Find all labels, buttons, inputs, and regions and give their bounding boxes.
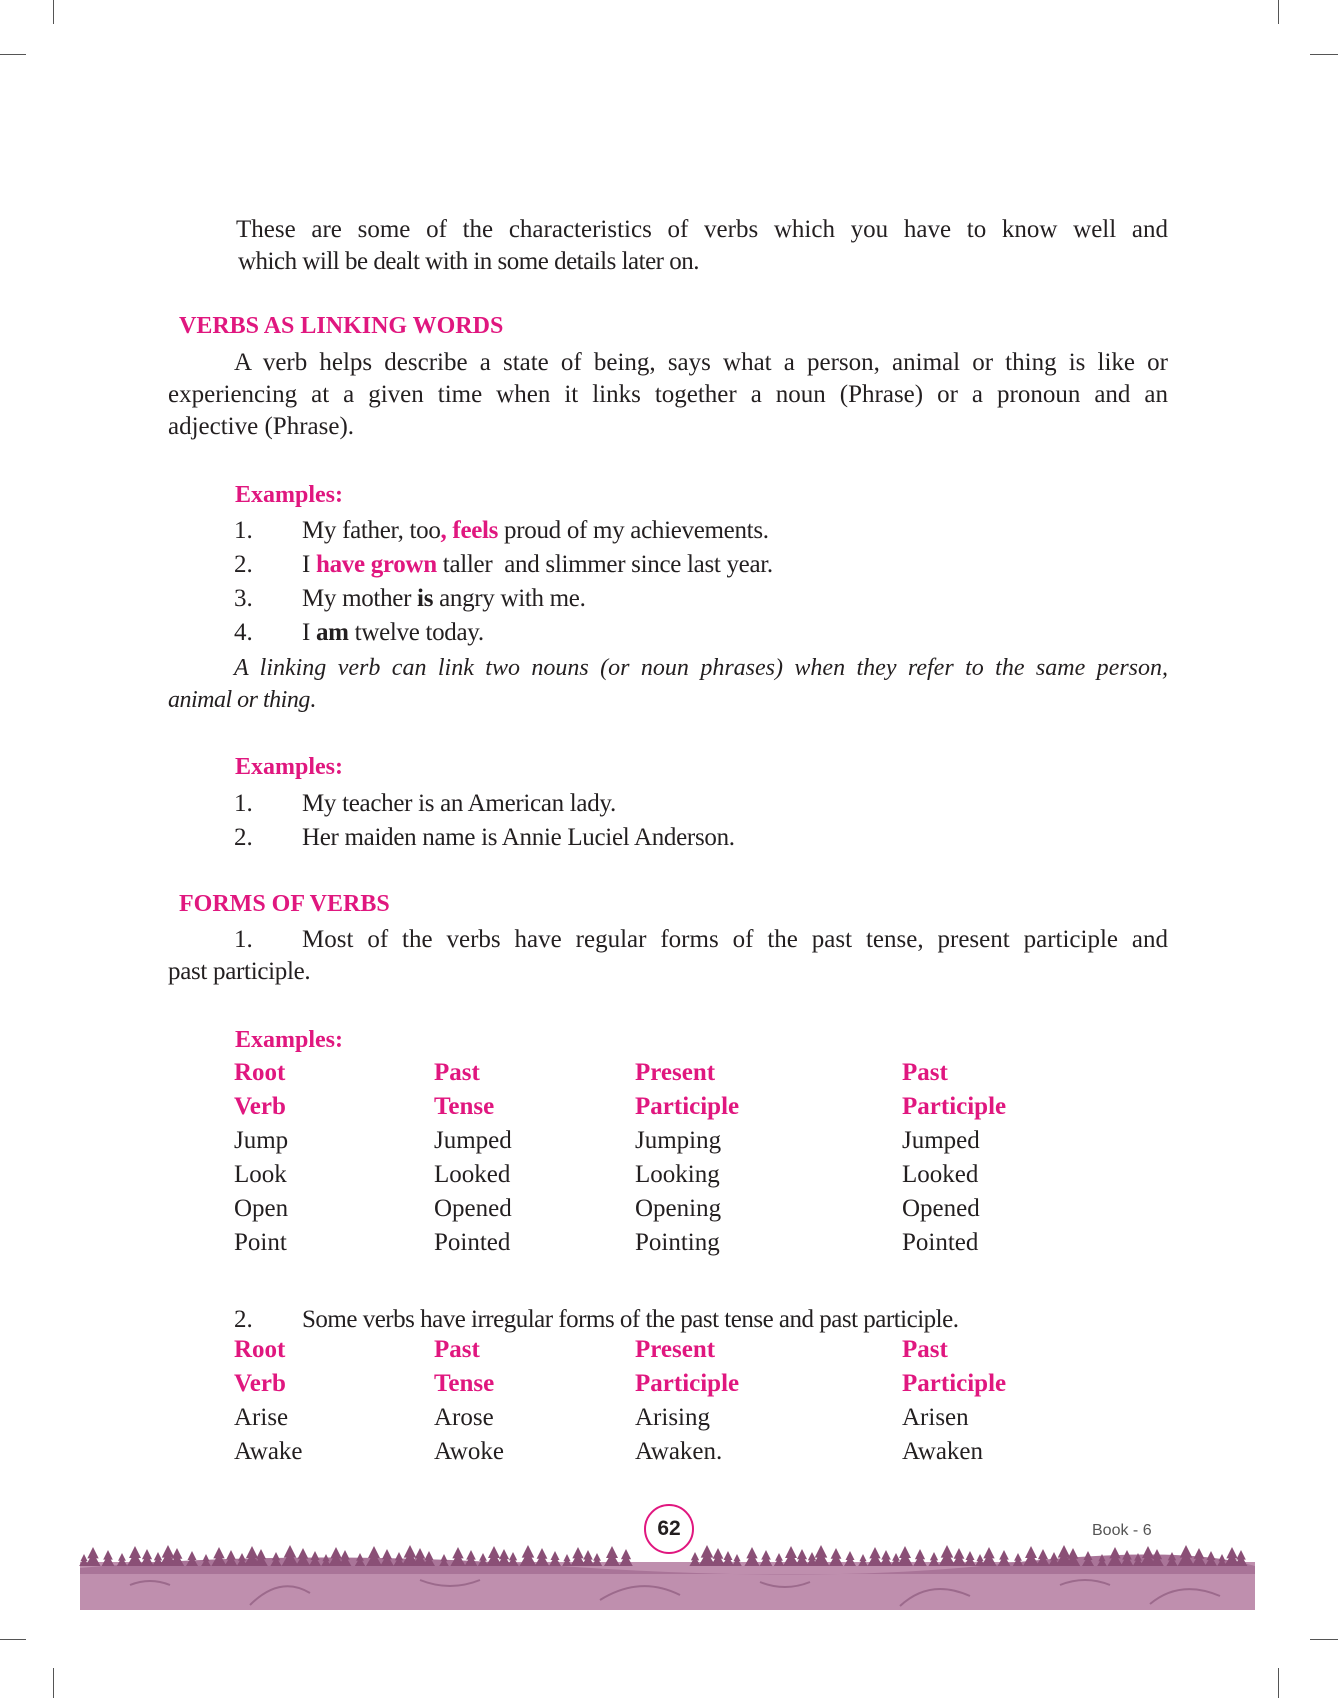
irregular-verbs-table — [234, 1336, 1134, 1472]
header-cell: Past — [902, 1336, 948, 1363]
table-row — [234, 1195, 1134, 1229]
forms-point-2-number: 2. — [234, 1306, 253, 1333]
header-cell: Verb — [234, 1093, 286, 1120]
table-cell: Opening — [635, 1195, 722, 1222]
table-header-row — [234, 1370, 1134, 1404]
table-cell: Looking — [635, 1161, 720, 1188]
forms-point-2-text: Some verbs have irregular forms of the past tense and past participle. — [302, 1306, 959, 1333]
tree-silhouette — [339, 1550, 352, 1566]
crop-mark — [53, 1668, 54, 1698]
table-cell: Looked — [902, 1161, 979, 1188]
example-text: My mother — [302, 585, 418, 612]
header-cell: Participle — [635, 1370, 740, 1397]
tree-silhouette — [699, 1545, 716, 1566]
table-cell: Awoke — [434, 1438, 504, 1465]
tree-silhouette — [140, 1549, 154, 1566]
table-cell: Looked — [434, 1161, 511, 1188]
header-cell: Tense — [434, 1093, 495, 1120]
linking-para-line-2: experiencing at a given time when it links together a noun (Phrase) or a pronoun and an — [168, 381, 1168, 408]
table-cell: Jump — [234, 1127, 289, 1154]
tree-silhouette — [321, 1554, 331, 1566]
crop-mark — [53, 0, 54, 24]
footer-hill — [80, 1554, 1255, 1574]
table-cell: Awaken — [902, 1438, 984, 1465]
tree-silhouette — [998, 1550, 1011, 1566]
footer-band — [80, 1562, 1255, 1610]
tree-silhouette — [423, 1551, 435, 1566]
tree-silhouette — [117, 1553, 127, 1566]
header-cell: Verb — [234, 1370, 286, 1397]
linking-verb-bold: am — [315, 619, 349, 646]
tree-silhouette — [1036, 1549, 1050, 1566]
tree-silhouette — [201, 1554, 211, 1566]
tree-silhouette — [913, 1549, 927, 1566]
forms-point-1-line-2: past participle. — [168, 958, 311, 985]
tree-silhouette — [795, 1549, 809, 1566]
header-cell: Participle — [902, 1370, 1007, 1397]
table-cell: Opened — [434, 1195, 512, 1222]
tree-silhouette — [939, 1545, 956, 1566]
tree-silhouette — [465, 1550, 478, 1566]
example-sentence: My teacher is an American lady. — [302, 790, 616, 817]
table-cell: Awaken. — [635, 1438, 723, 1465]
forms-point-1-line-1: Most of the verbs have regular forms of the past tense, present participle and — [302, 926, 1168, 953]
example-sentence — [302, 583, 586, 615]
tree-silhouette — [535, 1548, 549, 1566]
tree-silhouette — [1150, 1549, 1164, 1566]
tree-silhouette — [170, 1548, 184, 1566]
table-row — [234, 1404, 1134, 1438]
example-sentence — [302, 515, 769, 547]
table-cell: Open — [234, 1195, 289, 1222]
table-cell: Arise — [234, 1404, 289, 1431]
header-cell: Past — [434, 1059, 480, 1086]
example-text: angry with me. — [433, 585, 586, 612]
example-text: twelve today. — [348, 619, 484, 646]
section-heading-forms: FORMS OF VERBS — [179, 891, 390, 917]
example-text: I — [302, 551, 316, 578]
header-cell: Participle — [902, 1093, 1007, 1120]
tree-silhouette — [507, 1552, 518, 1566]
linking-verb-highlight: have grown — [315, 551, 437, 578]
tree-silhouette — [282, 1545, 299, 1566]
tree-silhouette — [829, 1548, 843, 1566]
tree-silhouette — [1140, 1546, 1156, 1566]
tree-silhouette — [604, 1546, 620, 1566]
tree-silhouette — [806, 1552, 817, 1566]
tree-silhouette — [450, 1547, 465, 1566]
example-text: My father, too — [302, 517, 441, 544]
tree-silhouette — [1082, 1551, 1094, 1566]
tree-silhouette — [1224, 1547, 1239, 1566]
linking-note-line-2 — [168, 684, 315, 716]
tree-silhouette — [244, 1546, 260, 1566]
intro-line-2: which will be dealt with in some details later on. — [238, 248, 699, 275]
tree-silhouette — [270, 1552, 281, 1566]
tree-silhouette — [897, 1546, 913, 1566]
tree-silhouette — [497, 1549, 511, 1566]
tree-silhouette — [952, 1548, 966, 1566]
example-number: 2. — [234, 551, 253, 578]
crop-mark — [0, 1639, 26, 1640]
linking-verb-highlight: , feels — [440, 517, 499, 544]
table-row — [234, 1438, 1134, 1472]
note-period: . — [309, 687, 316, 713]
book-label: Book - 6 — [1092, 1522, 1152, 1539]
tree-silhouette — [744, 1547, 759, 1566]
tree-silhouette — [127, 1546, 143, 1566]
tree-silhouette — [549, 1551, 561, 1566]
tree-silhouette — [79, 1554, 89, 1566]
tree-silhouette — [813, 1545, 830, 1566]
tree-silhouette — [1217, 1554, 1227, 1566]
table-cell: Point — [234, 1229, 287, 1256]
example-text: I — [302, 619, 316, 646]
example-sentence — [302, 549, 773, 581]
page-number-badge: 62 — [644, 1504, 694, 1554]
table-cell: Arising — [635, 1404, 710, 1431]
tree-silhouette — [85, 1547, 100, 1566]
example-number: 3. — [234, 585, 253, 612]
example-number: 2. — [234, 824, 253, 851]
tree-silhouette — [1056, 1545, 1073, 1566]
linking-para-line-1: A verb helps describe a state of being, says what a person, animal or thing is like or — [234, 349, 1168, 376]
regular-verbs-table — [234, 1059, 1134, 1263]
examples-label: Examples: — [235, 482, 343, 508]
header-cell: Present — [635, 1336, 716, 1363]
tree-silhouette — [520, 1545, 537, 1566]
tree-silhouette — [102, 1550, 115, 1566]
crop-mark — [1310, 1639, 1338, 1640]
header-cell: Participle — [635, 1093, 740, 1120]
header-cell: Root — [234, 1336, 286, 1363]
example-number: 1. — [234, 517, 253, 544]
tree-silhouette — [1013, 1553, 1023, 1566]
tree-silhouette — [366, 1546, 382, 1566]
tree-silhouette — [186, 1551, 198, 1566]
tree-silhouette — [328, 1547, 343, 1566]
tree-silhouette — [1048, 1552, 1059, 1566]
table-cell: Pointing — [635, 1229, 720, 1256]
tree-silhouette — [783, 1546, 799, 1566]
crop-mark — [1310, 54, 1338, 55]
tree-silhouette — [486, 1546, 502, 1566]
tree-silhouette — [760, 1550, 773, 1566]
examples-label: Examples: — [235, 1027, 343, 1053]
tree-silhouette — [225, 1550, 238, 1566]
tree-silhouette — [619, 1549, 633, 1566]
example-text: taller and slimmer since last year. — [436, 551, 773, 578]
tree-silhouette — [1178, 1545, 1195, 1566]
tree-silhouette — [1166, 1552, 1177, 1566]
tree-silhouette — [1133, 1553, 1143, 1566]
linking-verb-bold: is — [417, 585, 434, 612]
tree-silhouette — [711, 1548, 725, 1566]
table-cell: Arisen — [902, 1404, 969, 1431]
tree-silhouette — [928, 1552, 939, 1566]
tree-silhouette — [570, 1547, 585, 1566]
tree-silhouette — [1192, 1548, 1206, 1566]
header-cell: Present — [635, 1059, 716, 1086]
tree-silhouette — [309, 1551, 321, 1566]
tree-silhouette — [1235, 1550, 1248, 1566]
note-text: animal or thing — [168, 687, 310, 713]
table-cell: Pointed — [434, 1229, 511, 1256]
tree-silhouette — [964, 1551, 976, 1566]
tree-silhouette — [891, 1553, 901, 1566]
table-cell: Opened — [902, 1195, 980, 1222]
tree-silhouette — [844, 1551, 856, 1566]
tree-silhouette — [562, 1554, 572, 1566]
tree-silhouette — [867, 1547, 882, 1566]
tree-silhouette — [402, 1545, 419, 1566]
tree-silhouette — [296, 1548, 310, 1566]
table-cell: Jumped — [434, 1127, 512, 1154]
tree-silhouette — [478, 1553, 488, 1566]
tree-silhouette — [981, 1547, 996, 1566]
tree-silhouette — [254, 1549, 268, 1566]
crop-mark — [1278, 1668, 1279, 1698]
example-number: 4. — [234, 619, 253, 646]
table-header-row — [234, 1336, 1134, 1370]
tree-silhouette — [592, 1553, 602, 1566]
linking-para-line-3: adjective (Phrase). — [168, 413, 355, 440]
tree-silhouette — [152, 1552, 163, 1566]
table-cell: Jumped — [902, 1127, 980, 1154]
table-cell: Look — [234, 1161, 287, 1188]
table-header-row — [234, 1093, 1134, 1127]
linking-note-line-1: A linking verb can link two nouns (or noun phrases) when they refer to the same person, — [234, 655, 1168, 681]
section-heading-linking: VERBS AS LINKING WORDS — [179, 313, 504, 339]
forms-point-1-number: 1. — [234, 926, 253, 953]
table-cell: Awake — [234, 1438, 303, 1465]
tree-silhouette — [1205, 1551, 1217, 1566]
tree-silhouette — [413, 1548, 427, 1566]
tree-silhouette — [355, 1553, 365, 1566]
tree-silhouette — [160, 1545, 177, 1566]
tree-silhouette — [732, 1554, 742, 1566]
tree-silhouette — [1107, 1547, 1122, 1566]
tree-silhouette — [237, 1553, 247, 1566]
tree-silhouette — [880, 1550, 893, 1566]
intro-line-1: These are some of the characteristics of verbs which you have to know well and — [236, 216, 1168, 243]
tree-silhouette — [211, 1547, 226, 1566]
header-cell: Root — [234, 1059, 286, 1086]
table-cell: Arose — [434, 1404, 494, 1431]
table-header-row — [234, 1059, 1134, 1093]
table-row — [234, 1161, 1134, 1195]
tree-silhouette — [722, 1551, 734, 1566]
examples-label: Examples: — [235, 754, 343, 780]
tree-silhouette — [858, 1554, 868, 1566]
tree-silhouette — [689, 1552, 700, 1566]
tree-silhouette — [582, 1550, 595, 1566]
tree-silhouette — [1121, 1550, 1134, 1566]
table-cell: Pointed — [902, 1229, 979, 1256]
example-sentence — [302, 617, 484, 649]
table-row — [234, 1229, 1134, 1263]
example-sentence: Her maiden name is Annie Luciel Anderson. — [302, 824, 735, 851]
tree-silhouette — [1066, 1548, 1080, 1566]
example-number: 1. — [234, 790, 253, 817]
tree-silhouette — [439, 1554, 449, 1566]
tree-silhouette — [1097, 1554, 1107, 1566]
table-cell: Jumping — [635, 1127, 722, 1154]
crop-mark — [1278, 0, 1279, 24]
header-cell: Past — [434, 1336, 480, 1363]
tree-silhouette — [380, 1549, 394, 1566]
tree-silhouette — [774, 1553, 784, 1566]
header-cell: Past — [902, 1059, 948, 1086]
tree-silhouette — [975, 1554, 985, 1566]
table-row — [234, 1127, 1134, 1161]
tree-silhouette — [1023, 1546, 1039, 1566]
footer-swirls — [130, 1580, 1220, 1606]
tree-silhouette — [393, 1552, 404, 1566]
example-text: proud of my achievements. — [498, 517, 769, 544]
header-cell: Tense — [434, 1370, 495, 1397]
crop-mark — [0, 54, 26, 55]
